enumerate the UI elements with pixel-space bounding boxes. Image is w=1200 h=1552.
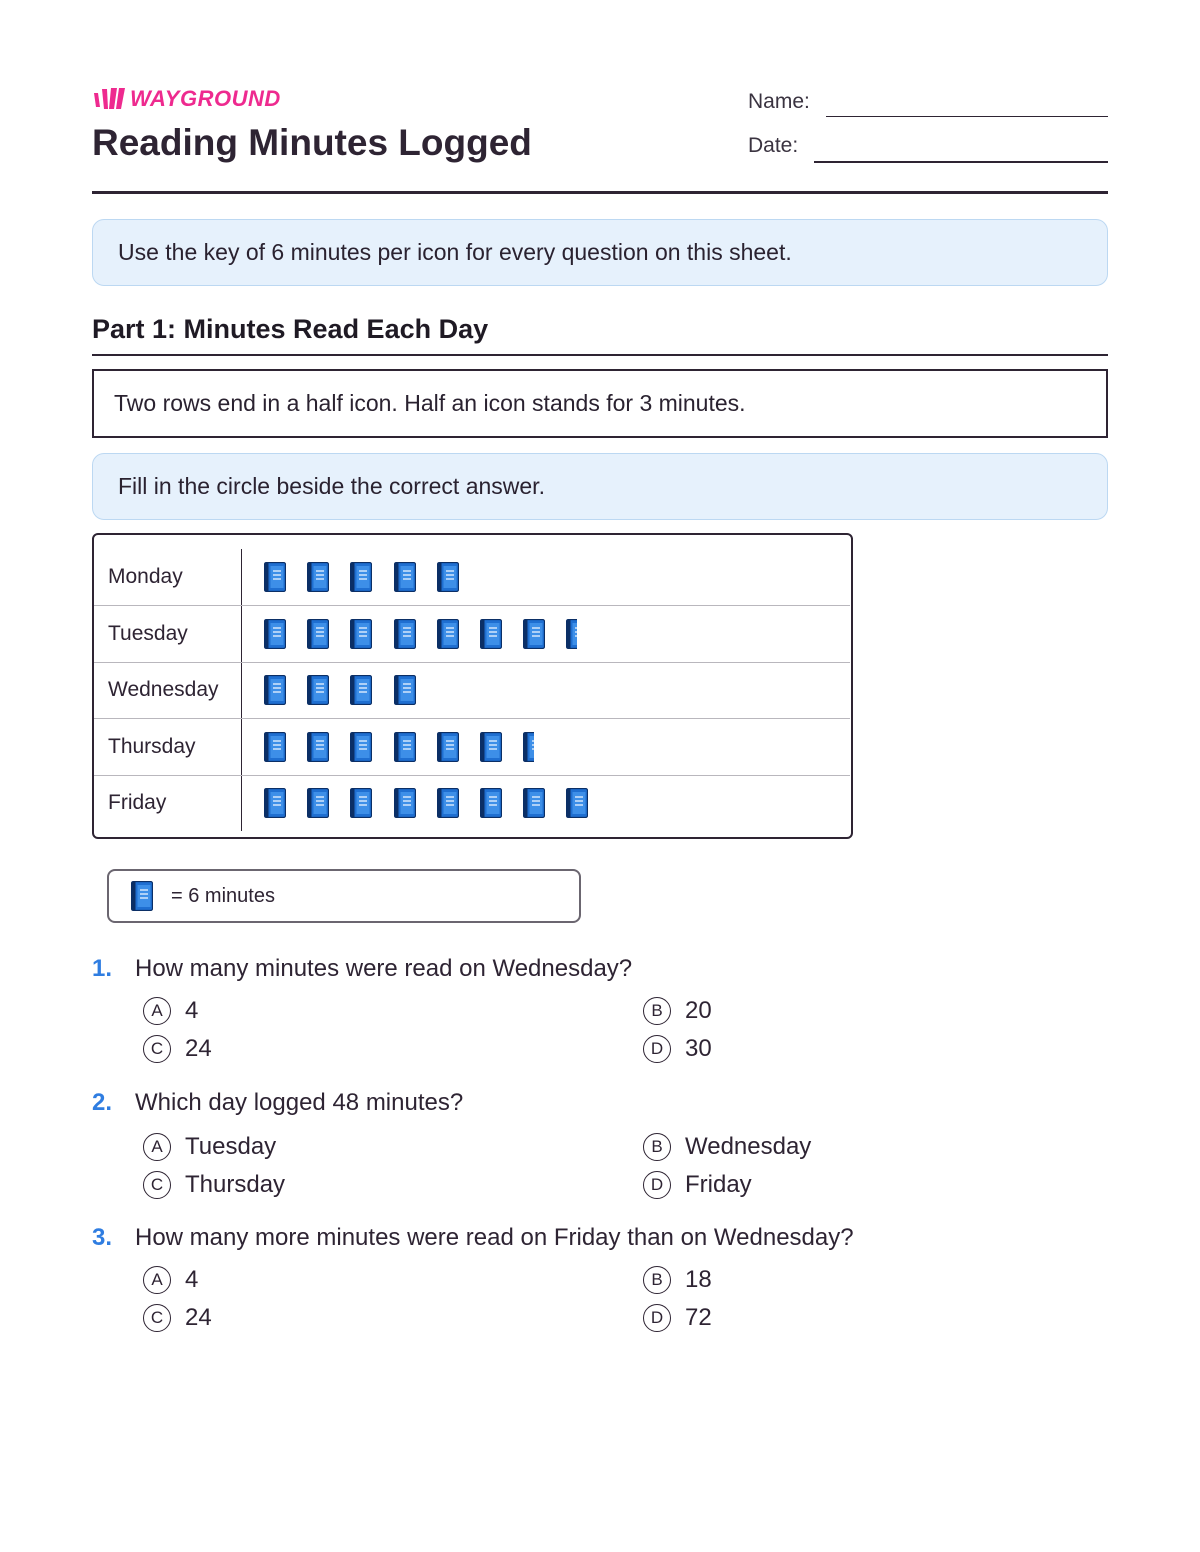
answer-text: 30 (685, 1035, 712, 1062)
book-icon (394, 788, 416, 823)
answer-bubble[interactable]: C (143, 1171, 171, 1199)
book-icon (350, 675, 372, 710)
book-icon (350, 732, 372, 767)
book-icon (350, 562, 372, 597)
answer-option-d[interactable] (643, 1171, 752, 1199)
book-icon (566, 788, 588, 823)
book-icon (307, 788, 329, 823)
question-number: 1. (92, 955, 113, 982)
question-text: How many minutes were read on Wednesday? (135, 955, 633, 982)
book-icon (437, 732, 459, 767)
part-1-divider (92, 354, 1108, 356)
half-icon-note (92, 369, 1108, 438)
answer-text: 4 (185, 997, 199, 1024)
answer-text: Friday (685, 1171, 752, 1198)
pictograph-row-thursday (94, 719, 850, 776)
answer-option-a[interactable] (143, 1266, 198, 1294)
pictograph-row-friday (94, 775, 850, 831)
row-label: Wednesday (108, 678, 219, 701)
answer-bubble[interactable]: C (143, 1035, 171, 1063)
book-icon (264, 788, 286, 823)
book-icon (264, 732, 286, 767)
book-icon (480, 732, 502, 767)
answer-text: Wednesday (685, 1133, 812, 1160)
answer-text: Tuesday (185, 1133, 277, 1160)
book-icon (394, 732, 416, 767)
answer-option-a[interactable] (143, 1133, 276, 1161)
answer-option-b[interactable] (643, 1133, 811, 1161)
answer-instruction-note (92, 453, 1108, 520)
answer-bubble[interactable]: A (143, 1266, 171, 1294)
question-3 (92, 1224, 854, 1252)
book-icon (264, 675, 286, 710)
pictograph-chart (92, 533, 853, 839)
book-icon (437, 788, 459, 823)
answer-bubble[interactable]: D (643, 1035, 671, 1063)
name-field[interactable] (826, 116, 1108, 117)
answer-text: 4 (185, 1266, 199, 1293)
date-label: Date: (748, 134, 799, 157)
answer-option-c[interactable] (143, 1304, 212, 1332)
book-icon (131, 881, 153, 916)
part-1-title: Part 1: Minutes Read Each Day (92, 314, 489, 344)
answer-instruction-text: Fill in the circle beside the correct answer. (118, 473, 545, 499)
row-label: Thursday (108, 734, 196, 758)
answer-option-d[interactable] (643, 1035, 712, 1063)
key-instruction-note (92, 219, 1108, 286)
book-icon (307, 675, 329, 710)
book-icon (264, 562, 286, 597)
answer-option-a[interactable] (143, 997, 198, 1025)
book-icon (394, 562, 416, 597)
answer-text: 20 (685, 997, 712, 1024)
question-number: 2. (92, 1089, 113, 1116)
answer-text: Thursday (185, 1171, 286, 1198)
answer-bubble[interactable]: B (643, 997, 671, 1025)
answer-bubble[interactable]: A (143, 1133, 171, 1161)
answer-option-c[interactable] (143, 1171, 285, 1199)
answer-text: 24 (185, 1035, 212, 1062)
book-icon (480, 788, 502, 823)
pictograph-row-tuesday (94, 606, 850, 663)
book-icon (264, 619, 286, 654)
name-label: Name: (748, 90, 810, 113)
row-label: Monday (108, 565, 183, 588)
pictograph-row-wednesday (94, 662, 850, 719)
answer-bubble[interactable]: A (143, 997, 171, 1025)
wayground-logo-icon (92, 87, 126, 111)
book-icon (523, 788, 545, 823)
book-icon (307, 562, 329, 597)
pictograph-row-monday (94, 549, 850, 606)
answer-bubble[interactable]: B (643, 1266, 671, 1294)
answer-text: 18 (685, 1266, 712, 1293)
question-text: Which day logged 48 minutes? (135, 1089, 464, 1116)
answer-text: 24 (185, 1304, 212, 1331)
brand-logo (92, 86, 281, 112)
pictograph-key (107, 869, 581, 923)
brand-name: WAYGROUND (130, 86, 281, 111)
book-icon (307, 732, 329, 767)
half-icon-note-text: Two rows end in a half icon. Half an icon stands for 3 minutes. (114, 390, 746, 416)
answer-text: 72 (685, 1304, 712, 1331)
answer-bubble[interactable]: B (643, 1133, 671, 1161)
answer-option-d[interactable] (643, 1304, 712, 1332)
page-title: Reading Minutes Logged (92, 122, 532, 163)
book-icon (437, 562, 459, 597)
answer-option-b[interactable] (643, 997, 712, 1025)
question-2 (92, 1089, 463, 1117)
answer-bubble[interactable]: D (643, 1304, 671, 1332)
answer-option-c[interactable] (143, 1035, 212, 1063)
key-instruction-text: Use the key of 6 minutes per icon for every question on this sheet. (118, 239, 792, 265)
answer-bubble[interactable]: C (143, 1304, 171, 1332)
answer-option-b[interactable] (643, 1266, 712, 1294)
book-icon (480, 619, 502, 654)
key-text: = 6 minutes (171, 885, 275, 907)
half-book-icon (523, 732, 534, 767)
row-label: Tuesday (108, 621, 188, 645)
header-divider (92, 191, 1108, 194)
book-icon (523, 619, 545, 654)
book-icon (394, 675, 416, 710)
answer-bubble[interactable]: D (643, 1171, 671, 1199)
book-icon (350, 788, 372, 823)
book-icon (350, 619, 372, 654)
row-label: Friday (108, 791, 167, 814)
date-field[interactable] (814, 161, 1108, 163)
book-icon (307, 619, 329, 654)
book-icon (437, 619, 459, 654)
question-text: How many more minutes were read on Friday than on Wednesday? (135, 1224, 854, 1251)
question-1 (92, 955, 632, 983)
book-icon (394, 619, 416, 654)
question-number: 3. (92, 1224, 113, 1251)
half-book-icon (566, 619, 577, 654)
